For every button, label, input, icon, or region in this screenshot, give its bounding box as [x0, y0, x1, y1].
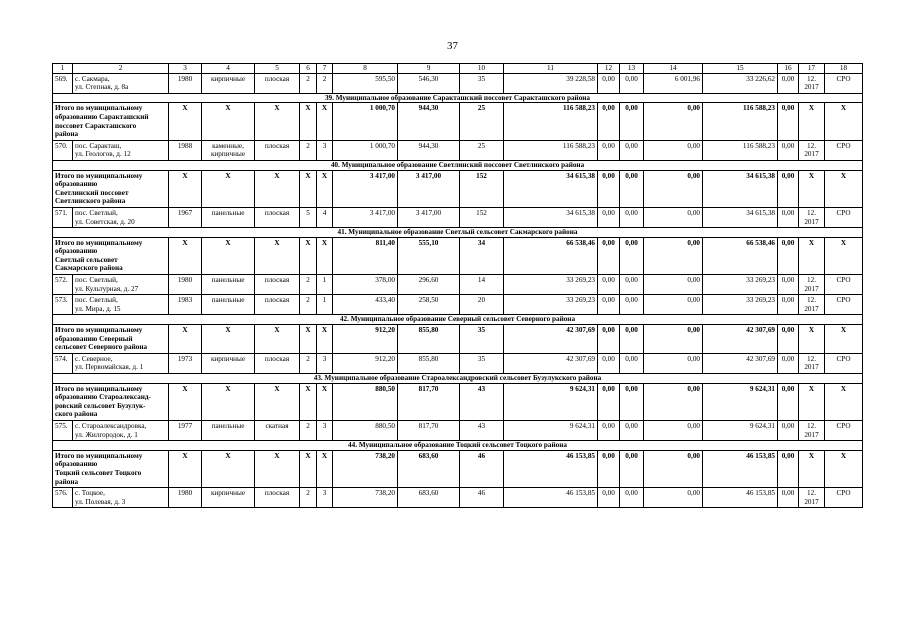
floors-cell: 2: [300, 353, 317, 373]
other-cell: 0,00: [778, 237, 799, 274]
floors-cell: 2: [300, 275, 317, 295]
column-number: 3: [169, 64, 202, 74]
walls-cell: панельные: [202, 420, 255, 440]
budget-mun-cell: 0,00: [644, 353, 703, 373]
living-area-cell: 296,60: [398, 275, 460, 295]
walls-cell: панельные: [202, 295, 255, 315]
column-number: 6: [300, 64, 317, 74]
residents-cell: 43: [460, 383, 504, 420]
total-cost-cell: 116 588,23: [504, 103, 598, 140]
owners-cell: 33 226,62: [703, 73, 778, 93]
roof-cell: плоская: [255, 353, 300, 373]
column-number: 11: [504, 64, 598, 74]
entrances-cell: 3: [317, 353, 333, 373]
method-cell: Х: [825, 383, 863, 420]
subtotal-row: [53, 170, 863, 207]
subtotal-label: Итого по муниципальному образованию Саракташский поссовет Саракташского района: [53, 103, 169, 140]
budget-reg-cell: 0,00: [620, 207, 644, 227]
total-area-cell: 880,50: [333, 420, 398, 440]
year-cell: 1980: [169, 73, 202, 93]
fund-cell: 0,00: [598, 295, 620, 315]
roof-cell: Х: [255, 170, 300, 207]
entrances-cell: 4: [317, 207, 333, 227]
living-area-cell: 258,50: [398, 295, 460, 315]
method-cell: СРО: [825, 73, 863, 93]
residents-cell: 20: [460, 295, 504, 315]
budget-mun-cell: 0,00: [644, 170, 703, 207]
table-row: [53, 207, 863, 227]
other-cell: 0,00: [778, 420, 799, 440]
table-row: [53, 488, 863, 508]
other-cell: 0,00: [778, 207, 799, 227]
table-row: [53, 73, 863, 93]
other-cell: 0,00: [778, 103, 799, 140]
living-area-cell: 555,10: [398, 237, 460, 274]
year-cell: 1988: [169, 140, 202, 160]
entrances-cell: Х: [317, 325, 333, 354]
subtotal-label: Итого по муниципальному образованию Староалександ- ровский сельсовет Бузулук- ского района: [53, 383, 169, 420]
floors-cell: 2: [300, 488, 317, 508]
fund-cell: 0,00: [598, 140, 620, 160]
budget-mun-cell: 0,00: [644, 237, 703, 274]
fund-cell: 0,00: [598, 207, 620, 227]
total-area-cell: 738,20: [333, 450, 398, 487]
section-header-row: [53, 441, 863, 451]
floors-cell: Х: [300, 450, 317, 487]
deadline-cell: Х: [799, 325, 825, 354]
entrances-cell: Х: [317, 103, 333, 140]
method-cell: СРО: [825, 207, 863, 227]
section-header-row: [53, 93, 863, 103]
total-cost-cell: 34 615,38: [504, 207, 598, 227]
subtotal-label: Итого по муниципальному образованию Светлый сельсовет Сакмарского района: [53, 237, 169, 274]
budget-reg-cell: 0,00: [620, 383, 644, 420]
entrances-cell: Х: [317, 450, 333, 487]
column-number: 10: [460, 64, 504, 74]
owners-cell: 66 538,46: [703, 237, 778, 274]
roof-cell: плоская: [255, 488, 300, 508]
residents-cell: 34: [460, 237, 504, 274]
total-cost-cell: 66 538,46: [504, 237, 598, 274]
other-cell: 0,00: [778, 450, 799, 487]
floors-cell: 2: [300, 140, 317, 160]
roof-cell: Х: [255, 237, 300, 274]
residents-cell: 35: [460, 325, 504, 354]
method-cell: Х: [825, 450, 863, 487]
subtotal-label: Итого по муниципальному образованию Светлинский поссовет Светлинского района: [53, 170, 169, 207]
year-cell: 1980: [169, 275, 202, 295]
subtotal-row: [53, 103, 863, 140]
column-number: 13: [620, 64, 644, 74]
page-number: 37: [447, 40, 458, 52]
method-cell: СРО: [825, 295, 863, 315]
budget-mun-cell: 0,00: [644, 420, 703, 440]
row-number: 573.: [53, 295, 73, 315]
column-number: 1: [53, 64, 73, 74]
walls-cell: Х: [202, 103, 255, 140]
owners-cell: 9 624,31: [703, 420, 778, 440]
residents-cell: 46: [460, 488, 504, 508]
row-number: 570.: [53, 140, 73, 160]
total-cost-cell: 42 307,69: [504, 325, 598, 354]
column-number: 9: [398, 64, 460, 74]
total-cost-cell: 46 153,85: [504, 488, 598, 508]
residents-cell: 14: [460, 275, 504, 295]
method-cell: Х: [825, 170, 863, 207]
total-area-cell: 3 417,00: [333, 207, 398, 227]
section-title: 42. Муниципальное образование Северный сельсовет Северного района: [53, 315, 863, 325]
fund-cell: 0,00: [598, 353, 620, 373]
residents-cell: 152: [460, 207, 504, 227]
column-number-row: [53, 64, 863, 74]
roof-cell: плоская: [255, 295, 300, 315]
fund-cell: 0,00: [598, 383, 620, 420]
deadline-cell: Х: [799, 237, 825, 274]
deadline-cell: Х: [799, 383, 825, 420]
budget-reg-cell: 0,00: [620, 170, 644, 207]
fund-cell: 0,00: [598, 237, 620, 274]
section-title: 43. Муниципальное образование Староалександровский сельсовет Бузулукского района: [53, 374, 863, 384]
floors-cell: 2: [300, 73, 317, 93]
owners-cell: 116 588,23: [703, 140, 778, 160]
column-number: 4: [202, 64, 255, 74]
subtotal-label: Итого по муниципальному образованию Тоцкий сельсовет Тоцкого района: [53, 450, 169, 487]
column-number: 2: [73, 64, 169, 74]
residents-cell: 25: [460, 140, 504, 160]
year-cell: Х: [169, 237, 202, 274]
living-area-cell: 683,60: [398, 488, 460, 508]
walls-cell: Х: [202, 170, 255, 207]
fund-cell: 0,00: [598, 103, 620, 140]
total-area-cell: 1 000,70: [333, 140, 398, 160]
budget-mun-cell: 0,00: [644, 275, 703, 295]
fund-cell: 0,00: [598, 488, 620, 508]
owners-cell: 34 615,38: [703, 207, 778, 227]
row-number: 569.: [53, 73, 73, 93]
living-area-cell: 855,80: [398, 353, 460, 373]
other-cell: 0,00: [778, 353, 799, 373]
owners-cell: 33 269,23: [703, 275, 778, 295]
roof-cell: плоская: [255, 140, 300, 160]
section-header-row: [53, 160, 863, 170]
subtotal-row: [53, 237, 863, 274]
other-cell: 0,00: [778, 295, 799, 315]
section-title: 40. Муниципальное образование Светлинский поссовет Светлинского района: [53, 160, 863, 170]
other-cell: 0,00: [778, 275, 799, 295]
owners-cell: 34 615,38: [703, 170, 778, 207]
budget-mun-cell: 6 001,96: [644, 73, 703, 93]
entrances-cell: 3: [317, 140, 333, 160]
column-number: 5: [255, 64, 300, 74]
row-number: 571.: [53, 207, 73, 227]
year-cell: Х: [169, 170, 202, 207]
address-cell: с. Северное, ул. Первомайская, д. 1: [73, 353, 169, 373]
deadline-cell: 12. 2017: [799, 353, 825, 373]
living-area-cell: 944,30: [398, 140, 460, 160]
residents-cell: 35: [460, 73, 504, 93]
entrances-cell: 1: [317, 295, 333, 315]
roof-cell: Х: [255, 450, 300, 487]
floors-cell: 2: [300, 420, 317, 440]
deadline-cell: 12. 2017: [799, 73, 825, 93]
address-cell: с. Сакмара, ул. Степная, д. 8а: [73, 73, 169, 93]
column-number: 18: [825, 64, 863, 74]
method-cell: Х: [825, 325, 863, 354]
living-area-cell: 3 417,00: [398, 170, 460, 207]
walls-cell: панельные: [202, 275, 255, 295]
year-cell: Х: [169, 450, 202, 487]
budget-reg-cell: 0,00: [620, 103, 644, 140]
row-number: 572.: [53, 275, 73, 295]
walls-cell: каменные, кирпичные: [202, 140, 255, 160]
deadline-cell: 12. 2017: [799, 275, 825, 295]
owners-cell: 42 307,69: [703, 325, 778, 354]
column-number: 17: [799, 64, 825, 74]
address-cell: пос. Светлый, ул. Советская, д. 20: [73, 207, 169, 227]
roof-cell: скатная: [255, 420, 300, 440]
walls-cell: кирпичные: [202, 73, 255, 93]
section-title: 39. Муниципальное образование Саракташский поссовет Саракташского района: [53, 93, 863, 103]
walls-cell: Х: [202, 450, 255, 487]
address-cell: пос. Саракташ, ул. Геологов, д. 12: [73, 140, 169, 160]
fund-cell: 0,00: [598, 275, 620, 295]
owners-cell: 116 588,23: [703, 103, 778, 140]
section-header-row: [53, 228, 863, 238]
budget-reg-cell: 0,00: [620, 237, 644, 274]
section-title: 44. Муниципальное образование Тоцкий сельсовет Тоцкого района: [53, 441, 863, 451]
other-cell: 0,00: [778, 383, 799, 420]
address-cell: с. Тоцкое, ул. Полевая, д. 3: [73, 488, 169, 508]
column-number: 15: [703, 64, 778, 74]
year-cell: Х: [169, 383, 202, 420]
total-cost-cell: 42 307,69: [504, 353, 598, 373]
total-cost-cell: 46 153,85: [504, 450, 598, 487]
floors-cell: 5: [300, 207, 317, 227]
entrances-cell: Х: [317, 237, 333, 274]
owners-cell: 9 624,31: [703, 383, 778, 420]
walls-cell: Х: [202, 237, 255, 274]
residents-cell: 35: [460, 353, 504, 373]
total-cost-cell: 9 624,31: [504, 383, 598, 420]
walls-cell: Х: [202, 325, 255, 354]
floors-cell: Х: [300, 325, 317, 354]
budget-mun-cell: 0,00: [644, 383, 703, 420]
walls-cell: кирпичные: [202, 353, 255, 373]
total-cost-cell: 33 269,23: [504, 295, 598, 315]
total-area-cell: 912,20: [333, 325, 398, 354]
deadline-cell: Х: [799, 170, 825, 207]
deadline-cell: Х: [799, 103, 825, 140]
row-number: 574.: [53, 353, 73, 373]
total-area-cell: 1 000,70: [333, 103, 398, 140]
capital-repair-table: [52, 63, 863, 508]
entrances-cell: 1: [317, 275, 333, 295]
subtotal-label: Итого по муниципальному образованию Северный сельсовет Северного района: [53, 325, 169, 354]
budget-reg-cell: 0,00: [620, 73, 644, 93]
table-row: [53, 420, 863, 440]
subtotal-row: [53, 325, 863, 354]
fund-cell: 0,00: [598, 420, 620, 440]
roof-cell: Х: [255, 383, 300, 420]
row-number: 576.: [53, 488, 73, 508]
floors-cell: Х: [300, 237, 317, 274]
method-cell: СРО: [825, 420, 863, 440]
roof-cell: плоская: [255, 275, 300, 295]
row-number: 575.: [53, 420, 73, 440]
walls-cell: кирпичные: [202, 488, 255, 508]
table-row: [53, 295, 863, 315]
subtotal-row: [53, 383, 863, 420]
residents-cell: 152: [460, 170, 504, 207]
deadline-cell: 12. 2017: [799, 295, 825, 315]
entrances-cell: 3: [317, 420, 333, 440]
walls-cell: панельные: [202, 207, 255, 227]
other-cell: 0,00: [778, 170, 799, 207]
owners-cell: 42 307,69: [703, 353, 778, 373]
total-area-cell: 738,20: [333, 488, 398, 508]
fund-cell: 0,00: [598, 450, 620, 487]
section-header-row: [53, 315, 863, 325]
roof-cell: Х: [255, 325, 300, 354]
column-number: 14: [644, 64, 703, 74]
deadline-cell: 12. 2017: [799, 140, 825, 160]
subtotal-row: [53, 450, 863, 487]
budget-reg-cell: 0,00: [620, 420, 644, 440]
total-area-cell: 880,50: [333, 383, 398, 420]
year-cell: 1977: [169, 420, 202, 440]
method-cell: Х: [825, 237, 863, 274]
address-cell: пос. Светлый, ул. Мира, д. 15: [73, 295, 169, 315]
total-cost-cell: 39 228,58: [504, 73, 598, 93]
deadline-cell: Х: [799, 450, 825, 487]
residents-cell: 46: [460, 450, 504, 487]
entrances-cell: Х: [317, 170, 333, 207]
total-cost-cell: 33 269,23: [504, 275, 598, 295]
method-cell: СРО: [825, 275, 863, 295]
year-cell: 1973: [169, 353, 202, 373]
budget-reg-cell: 0,00: [620, 140, 644, 160]
floors-cell: Х: [300, 170, 317, 207]
year-cell: 1980: [169, 488, 202, 508]
budget-reg-cell: 0,00: [620, 275, 644, 295]
method-cell: СРО: [825, 488, 863, 508]
budget-reg-cell: 0,00: [620, 353, 644, 373]
budget-reg-cell: 0,00: [620, 295, 644, 315]
total-area-cell: 595,50: [333, 73, 398, 93]
column-number: 7: [317, 64, 333, 74]
budget-reg-cell: 0,00: [620, 488, 644, 508]
budget-mun-cell: 0,00: [644, 103, 703, 140]
year-cell: 1983: [169, 295, 202, 315]
deadline-cell: 12. 2017: [799, 488, 825, 508]
owners-cell: 46 153,85: [703, 450, 778, 487]
living-area-cell: 944,30: [398, 103, 460, 140]
residents-cell: 43: [460, 420, 504, 440]
total-cost-cell: 9 624,31: [504, 420, 598, 440]
budget-mun-cell: 0,00: [644, 488, 703, 508]
year-cell: 1967: [169, 207, 202, 227]
living-area-cell: 546,30: [398, 73, 460, 93]
floors-cell: Х: [300, 103, 317, 140]
roof-cell: плоская: [255, 207, 300, 227]
budget-reg-cell: 0,00: [620, 325, 644, 354]
column-number: 8: [333, 64, 398, 74]
column-number: 16: [778, 64, 799, 74]
floors-cell: Х: [300, 383, 317, 420]
living-area-cell: 683,60: [398, 450, 460, 487]
year-cell: Х: [169, 325, 202, 354]
living-area-cell: 3 417,00: [398, 207, 460, 227]
walls-cell: Х: [202, 383, 255, 420]
table-row: [53, 275, 863, 295]
other-cell: 0,00: [778, 73, 799, 93]
address-cell: с. Староалександровка, ул. Жилгородок, д. 1: [73, 420, 169, 440]
entrances-cell: 3: [317, 488, 333, 508]
floors-cell: 2: [300, 295, 317, 315]
fund-cell: 0,00: [598, 325, 620, 354]
budget-reg-cell: 0,00: [620, 450, 644, 487]
budget-mun-cell: 0,00: [644, 450, 703, 487]
column-number: 12: [598, 64, 620, 74]
method-cell: СРО: [825, 140, 863, 160]
other-cell: 0,00: [778, 140, 799, 160]
living-area-cell: 817,70: [398, 420, 460, 440]
total-cost-cell: 34 615,38: [504, 170, 598, 207]
budget-mun-cell: 0,00: [644, 140, 703, 160]
deadline-cell: 12. 2017: [799, 420, 825, 440]
owners-cell: 46 153,85: [703, 488, 778, 508]
total-cost-cell: 116 588,23: [504, 140, 598, 160]
deadline-cell: 12. 2017: [799, 207, 825, 227]
table-row: [53, 140, 863, 160]
budget-mun-cell: 0,00: [644, 295, 703, 315]
address-cell: пос. Светлый, ул. Культурная, д. 27: [73, 275, 169, 295]
other-cell: 0,00: [778, 325, 799, 354]
entrances-cell: Х: [317, 383, 333, 420]
total-area-cell: 912,20: [333, 353, 398, 373]
fund-cell: 0,00: [598, 170, 620, 207]
budget-mun-cell: 0,00: [644, 207, 703, 227]
method-cell: СРО: [825, 353, 863, 373]
method-cell: Х: [825, 103, 863, 140]
residents-cell: 25: [460, 103, 504, 140]
budget-mun-cell: 0,00: [644, 325, 703, 354]
section-title: 41. Муниципальное образование Светлый сельсовет Сакмарского района: [53, 228, 863, 238]
entrances-cell: 2: [317, 73, 333, 93]
table-body: [53, 64, 863, 508]
total-area-cell: 811,40: [333, 237, 398, 274]
roof-cell: Х: [255, 103, 300, 140]
roof-cell: плоская: [255, 73, 300, 93]
section-header-row: [53, 374, 863, 384]
total-area-cell: 433,40: [333, 295, 398, 315]
total-area-cell: 378,00: [333, 275, 398, 295]
other-cell: 0,00: [778, 488, 799, 508]
living-area-cell: 855,80: [398, 325, 460, 354]
total-area-cell: 3 417,00: [333, 170, 398, 207]
owners-cell: 33 269,23: [703, 295, 778, 315]
year-cell: Х: [169, 103, 202, 140]
living-area-cell: 817,70: [398, 383, 460, 420]
table-row: [53, 353, 863, 373]
fund-cell: 0,00: [598, 73, 620, 93]
